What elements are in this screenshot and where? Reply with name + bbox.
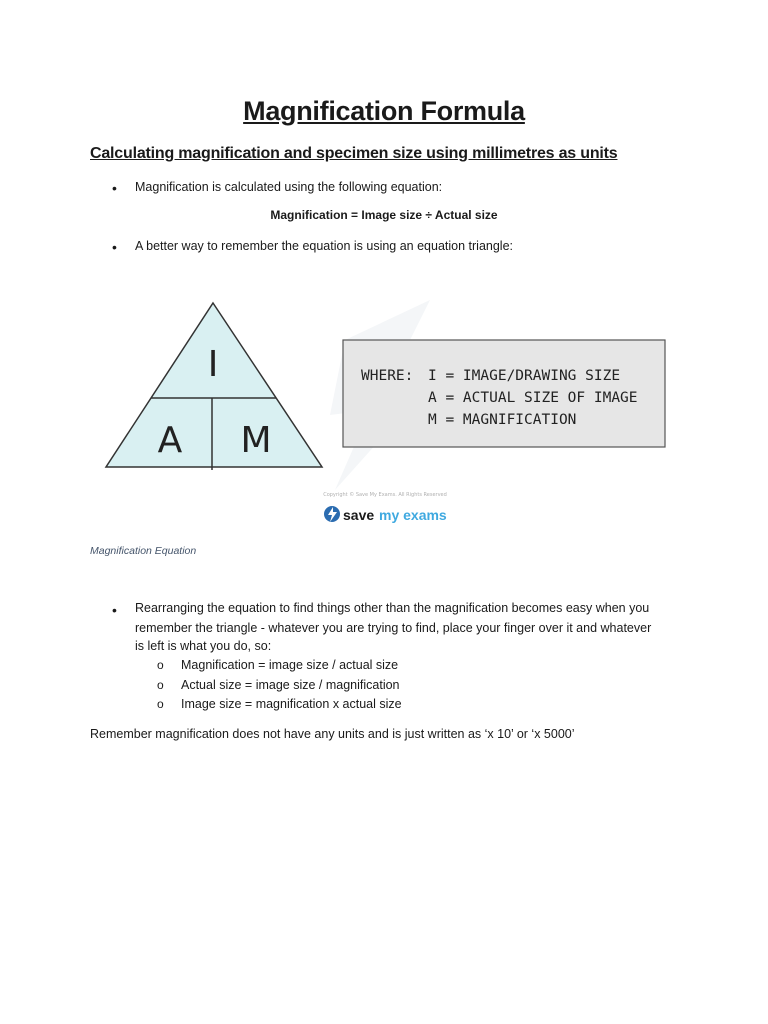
bullet-marker: • <box>112 180 117 196</box>
page-title: Magnification Formula <box>243 96 525 126</box>
figure-caption: Magnification Equation <box>90 545 197 557</box>
where-line-a: A = ACTUAL SIZE OF IMAGE <box>428 390 638 406</box>
sub-bullet-marker: o <box>157 678 164 692</box>
logo-myexams-text: my exams <box>379 507 447 523</box>
where-legend-box <box>343 340 665 447</box>
triangle-letter-i: I <box>207 344 219 385</box>
copyright-text: Copyright © Save My Exams. All Rights Reserved <box>323 492 447 498</box>
equation-triangle <box>106 303 322 470</box>
bullet-marker: • <box>112 239 117 255</box>
logo-save-text: save <box>343 507 375 523</box>
sub-item-image-size: Image size = magnification x actual size <box>181 697 402 711</box>
sub-bullet-marker: o <box>157 697 164 711</box>
rearrange-line-3: is left is what you do, so: <box>135 639 272 653</box>
triangle-letter-m: M <box>240 420 272 461</box>
rearrange-line-2: remember the triangle - whatever you are trying to find, place your finger over it and whatever <box>135 621 652 635</box>
triangle-shape <box>106 303 322 467</box>
rearrange-line-1: Rearranging the equation to find things other than the magnification becomes easy when you <box>135 601 650 615</box>
equation-triangle-figure <box>100 290 680 530</box>
save-my-exams-logo <box>324 506 447 523</box>
where-line-m: M = MAGNIFICATION <box>428 412 577 428</box>
sub-item-magnification: Magnification = image size / actual size <box>181 658 399 672</box>
where-line-i: I = IMAGE/DRAWING SIZE <box>428 368 621 384</box>
remember-note: Remember magnification does not have any units and is just written as ‘x 10’ or ‘x 5000’ <box>90 727 575 741</box>
bullet-text-triangle-intro: A better way to remember the equation is using an equation triangle: <box>135 239 514 253</box>
equation-text: Magnification = Image size ÷ Actual size <box>270 208 498 222</box>
where-label: WHERE: <box>361 368 414 384</box>
section-subtitle: Calculating magnification and specimen size using millimetres as units <box>90 145 618 162</box>
bullet-marker: • <box>112 602 117 618</box>
sub-item-actual-size: Actual size = image size / magnification <box>181 678 400 692</box>
sub-bullet-marker: o <box>157 658 164 672</box>
triangle-letter-a: A <box>157 420 183 461</box>
bullet-text-equation-intro: Magnification is calculated using the following equation: <box>135 180 443 194</box>
